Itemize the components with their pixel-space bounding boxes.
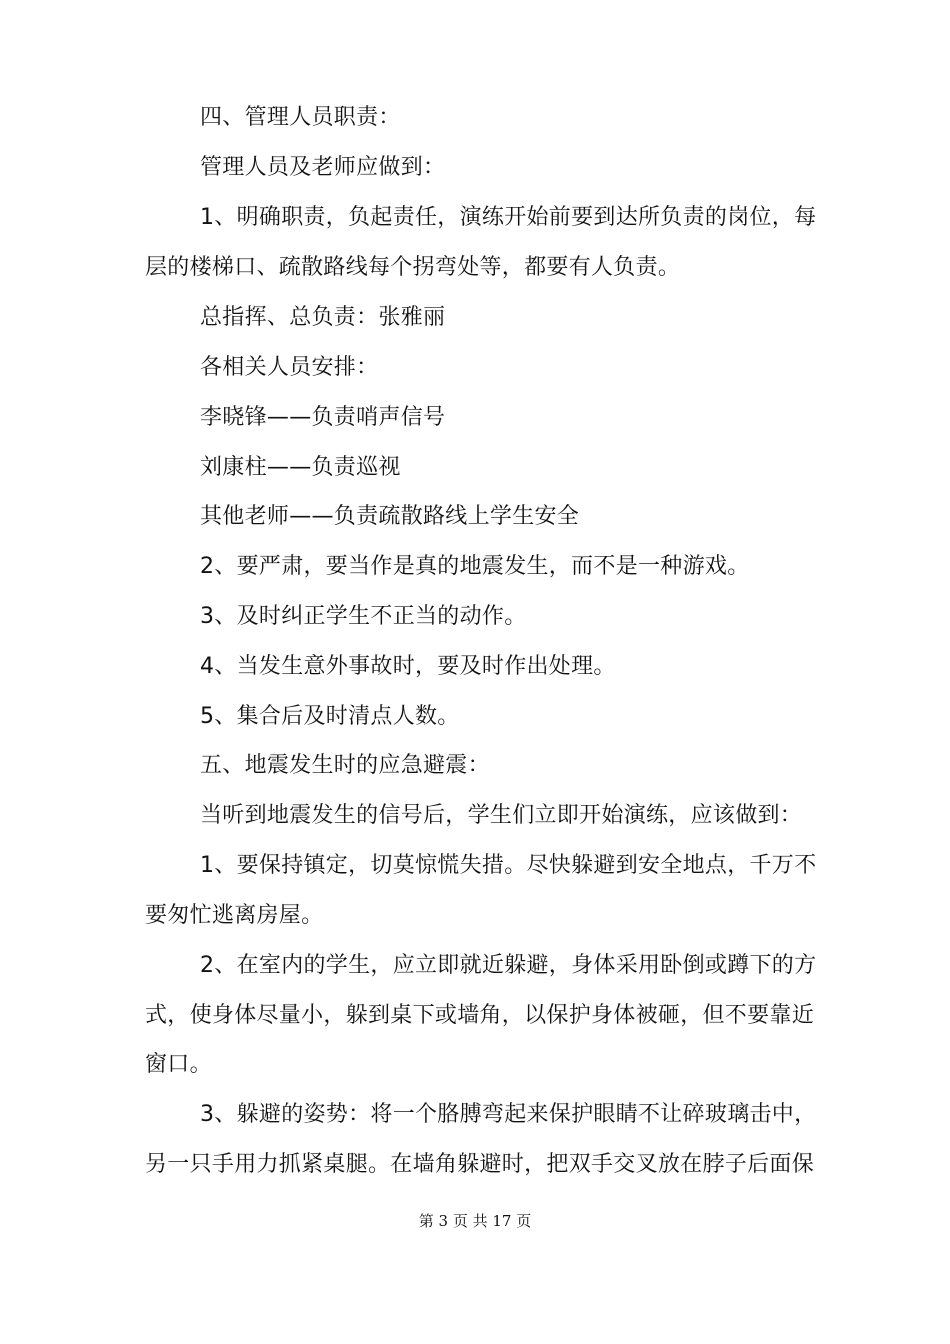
paragraph-line: 要匆忙逃离房屋。: [145, 903, 324, 928]
paragraph-line: 3、及时纠正学生不正当的动作。: [200, 604, 527, 629]
paragraph-line: 3、躲避的姿势：将一个胳膊弯起来保护眼睛不让碎玻璃击中，: [200, 1102, 817, 1127]
paragraph-line: 各相关人员安排：: [200, 355, 379, 380]
paragraph-line: 2、在室内的学生，应立即就近躲避，身体采用卧倒或蹲下的方: [200, 953, 817, 978]
page-number-footer: 第 3 页 共 17 页: [418, 1212, 532, 1230]
section-heading-4: 四、管理人员职责：: [200, 105, 401, 130]
paragraph-line: 层的楼梯口、疏散路线每个拐弯处等，都要有人负责。: [145, 255, 681, 280]
paragraph-line: 5、集合后及时清点人数。: [200, 704, 460, 729]
paragraph-line: 窗口。: [145, 1052, 212, 1077]
paragraph-line: 管理人员及老师应做到：: [200, 155, 446, 180]
paragraph-line: 另一只手用力抓紧桌腿。在墙角躲避时，把双手交叉放在脖子后面保: [145, 1152, 815, 1177]
paragraph-line: 1、要保持镇定，切莫惊慌失措。尽快躲避到安全地点，千万不: [200, 853, 817, 878]
paragraph-line: 其他老师——负责疏散路线上学生安全: [200, 504, 580, 529]
paragraph-line: 2、要严肃，要当作是真的地震发生，而不是一种游戏。: [200, 554, 750, 579]
paragraph-line: 式，使身体尽量小，躲到桌下或墙角，以保护身体被砸，但不要靠近: [145, 1003, 815, 1028]
paragraph-line: 1、明确职责，负起责任，演练开始前要到达所负责的岗位，每: [200, 205, 817, 230]
section-heading-5: 五、地震发生时的应急避震：: [200, 753, 490, 778]
paragraph-line: 李晓锋——负责哨声信号: [200, 405, 446, 430]
paragraph-line: 当听到地震发生的信号后，学生们立即开始演练，应该做到：: [200, 803, 803, 828]
paragraph-line: 4、当发生意外事故时，要及时作出处理。: [200, 654, 616, 679]
paragraph-line: 刘康柱——负责巡视: [200, 455, 401, 480]
paragraph-line: 总指挥、总负责：张雅丽: [200, 305, 446, 330]
